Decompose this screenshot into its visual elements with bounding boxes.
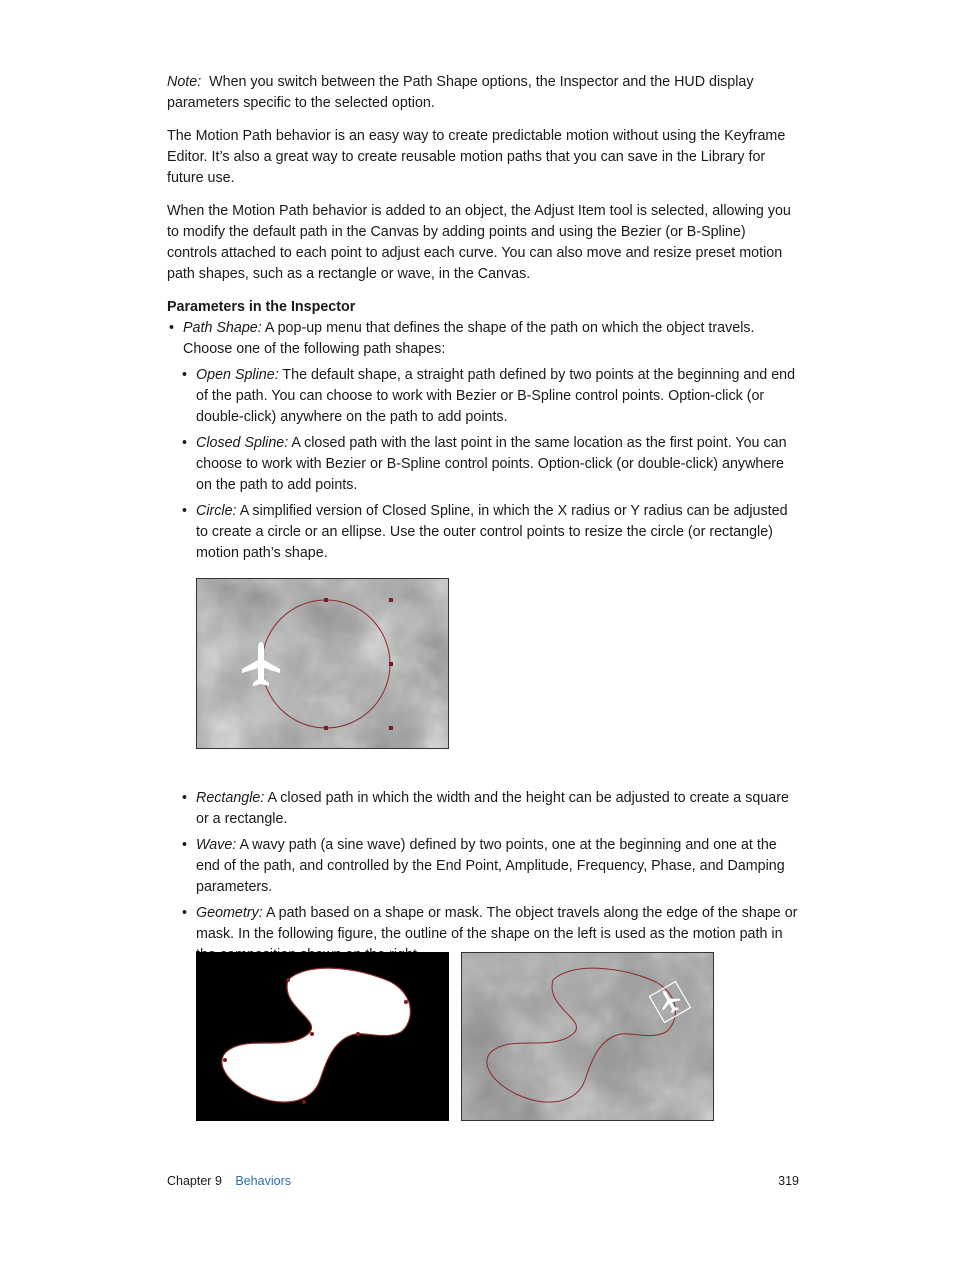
control-point — [223, 1058, 227, 1062]
bullet-dot: • — [182, 790, 188, 806]
option-text: A simplified version of Closed Spline, in which the X radius or Y radius can be adjusted to create a circle or an ellipse. Use the outer control points to resize the circle (or rectangle) motion path’s shape. — [196, 503, 788, 561]
control-point — [404, 1000, 408, 1004]
control-point — [356, 1032, 360, 1036]
intro-paragraph-2: When the Motion Path behavior is added to an object, the Adjust Item tool is selected, allowing you to modify the default path in the Canvas by adding points and using the Bezier (or B-Spline) controls attached to each point to adjust each curve. You can also move and resize preset motion path shapes, such as a rectangle or wave, in the Canvas. — [167, 203, 791, 282]
path-shape-options — [167, 365, 799, 564]
option-wave — [167, 835, 799, 898]
bullet-dot: • — [182, 367, 188, 383]
circle-path-figure — [196, 578, 449, 749]
bullet-dot: • — [182, 837, 188, 853]
bullet-dot: • — [182, 435, 188, 451]
geometry-shape-figure — [196, 952, 449, 1121]
page-number: 319 — [778, 1174, 799, 1188]
cloud-texture — [196, 578, 449, 749]
option-term: Open Spline: — [196, 367, 279, 383]
footer-chapter: Chapter 9 — [167, 1174, 222, 1188]
option-text: The default shape, a straight path defined by two points at the beginning and end of the path. You can choose to work with Bezier or B-Spline control points. Option-click (or double-click) anywhere on the path to add points. — [196, 367, 796, 425]
option-term: Circle: — [196, 503, 237, 519]
bullet-dot: • — [169, 320, 175, 336]
option-circle — [167, 501, 799, 564]
option-text: A closed path with the last point in the same location as the first point. You can choose to work with Bezier or B-Spline control points. Option-click (or double-click) anywhere on the path to add points. — [196, 435, 787, 493]
control-point — [310, 1032, 314, 1036]
option-term: Closed Spline: — [196, 435, 289, 451]
option-term: Wave: — [196, 837, 237, 853]
option-text: A closed path in which the width and the height can be adjusted to create a square or a rectangle. — [196, 790, 789, 827]
page-footer — [167, 1173, 799, 1189]
page-content — [167, 72, 799, 971]
option-text: A path based on a shape or mask. The object travels along the edge of the shape or mask. In the following figure, the outline of the shape on the left is used as the motion path in — [196, 905, 798, 942]
control-point — [286, 978, 290, 982]
cloud-texture — [461, 952, 714, 1121]
control-point — [324, 726, 328, 730]
control-point — [302, 1100, 306, 1104]
option-open-spline — [167, 365, 799, 428]
geometry-composition-figure — [461, 952, 714, 1121]
control-point — [324, 598, 328, 602]
footer-section-link[interactable]: Behaviors — [235, 1174, 291, 1188]
path-shape-options-continued — [167, 788, 799, 966]
control-point — [389, 726, 393, 730]
option-text: A wavy path (a sine wave) defined by two points, one at the beginning and one at the end of the path, and controlled by the End Point, Amplitude, Frequency, Phase, and Damping parameters. — [196, 837, 785, 895]
path-shape-term: Path Shape: — [183, 320, 262, 336]
note-text: When you switch between the Path Shape options, the Inspector and the HUD display parameters specific to the selected option. — [167, 74, 754, 111]
path-shape-item — [167, 318, 799, 360]
note-label: Note: — [167, 74, 202, 90]
option-term: Geometry: — [196, 905, 263, 921]
option-rectangle — [167, 788, 799, 830]
intro-paragraph-1: The Motion Path behavior is an easy way to create predictable motion without using the Keyframe Editor. It’s also a great way to create reusable motion paths that you can save in the Library for future use. — [167, 128, 786, 186]
bullet-dot: • — [182, 905, 188, 921]
control-point — [389, 598, 393, 602]
option-closed-spline — [167, 433, 799, 496]
option-term: Rectangle: — [196, 790, 265, 806]
bullet-dot: • — [182, 503, 188, 519]
section-heading: Parameters in the Inspector — [167, 299, 356, 315]
note-paragraph — [167, 72, 799, 114]
control-point — [389, 662, 393, 666]
path-shape-text: A pop-up menu that defines the shape of the path on which the object travels. Choose one of the following path shapes: — [183, 320, 755, 357]
